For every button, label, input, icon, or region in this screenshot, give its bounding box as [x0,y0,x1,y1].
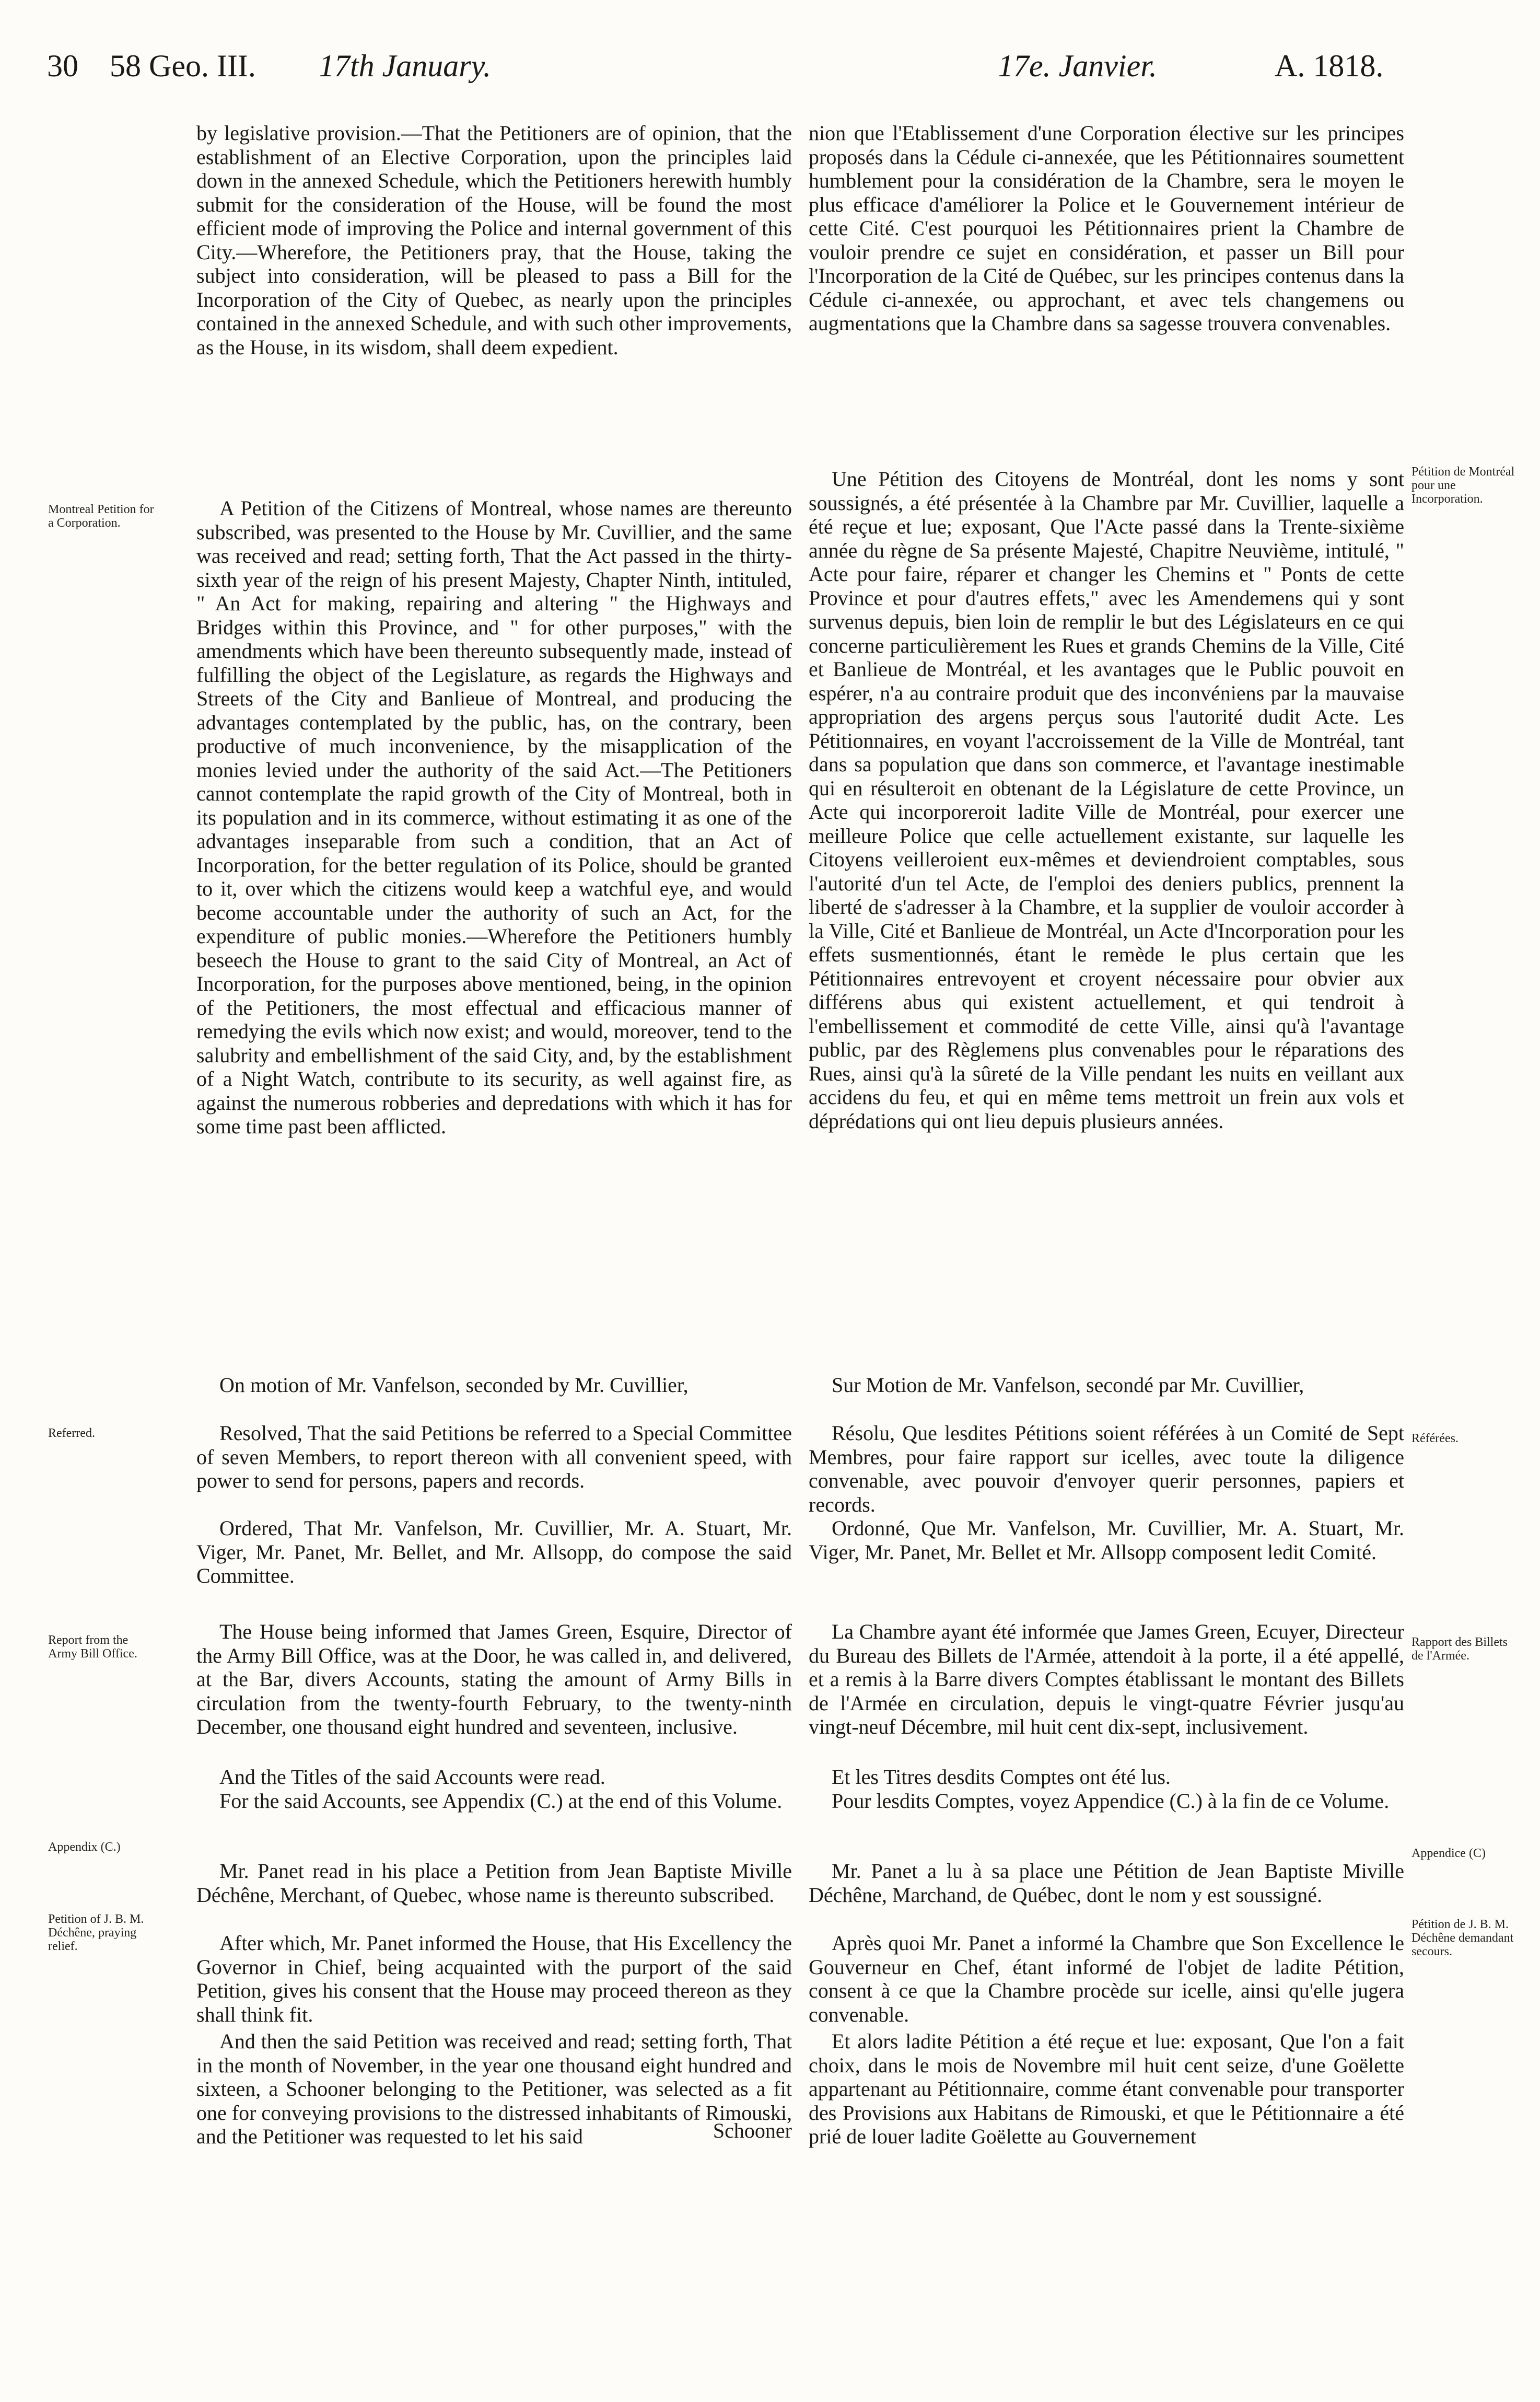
session-title: 58 Geo. III. [110,49,256,83]
paragraph: And then the said Petition was received and read; setting forth, That in the month of November, in the year one thousand eight hundred and sixteen, a Schooner belonging to the Petitioner, was selected as a fit one for conveying provisions to the distressed inhabitants of Rimouski, and the Petitioner was requested to let his said [196,2029,792,2148]
date-english: 17th January. [319,49,491,83]
margin-note-referred: Referred. [48,1426,95,1440]
margin-note-report-fr: Rapport des Billets de l'Armée. [1411,1635,1508,1663]
margin-note-petition-fr: Pétition de J. B. M. Déchêne demandant secours. [1411,1918,1514,1958]
date-french: 17e. Janvier. [998,49,1157,83]
year: A. 1818. [1275,49,1384,83]
paragraph: Ordonné, Que Mr. Vanfelson, Mr. Cuvillier, Mr. A. Stuart, Mr. Viger, Mr. Panet, Mr. Bellet et Mr. Allsopp composent ledit Comité. [809,1516,1404,1564]
paragraph: Résolu, Que lesdites Pétitions soient référées à un Comité de Sept Membres, pour faire rapport sur icelles, avec toute la diligence convenable, avec pouvoir d'envoyer querir personnes, papiers et records. [809,1421,1404,1516]
paragraph: by legislative provision.—That the Petitioners are of opinion, that the establishment of an Elective Corporation, upon the principles laid down in the annexed Schedule, which the Petitioners herewith humbly submit for the consideration of the House, will be found the most efficient mode of improving the Police and internal government of this City.—Wherefore, the Petitioners pray, that the House, taking the subject into consideration, will be pleased to pass a Bill for the Incorporation of the City of Quebec, as nearly upon the principles contained in the annexed Schedule, and with such other improvements, as the House, in its wisdom, shall deem expedient. [196,121,792,359]
paragraph: Mr. Panet a lu à sa place une Pétition de Jean Baptiste Miville Déchêne, Marchand, de Québec, dont le nom y est soussigné. [809,1859,1404,1907]
margin-note-appendix-fr: Appendice (C) [1411,1847,1486,1860]
paragraph: Une Pétition des Citoyens de Montréal, dont les noms y sont soussignés, a été présentée à la Chambre par Mr. Cuvillier, laquelle a été reçue et lue; exposant, Que l'Acte passé dans la Trente-sixième année du règne de Sa présente Majesté, Chapitre Neuvième, intitulé, " Acte pour faire, réparer et changer les Chemins et " Ponts de cette Province et pour d'autres effets," avec les Amendemens qui y sont survenus depuis, bien loin de remplir le but des Législateurs en ce qui concerne particulièrement les Rues et grands Chemins de la Ville, Cité et Banlieue de Montréal, et les avantages que le Public pouvoit en espérer, n'a au contraire produit que des inconvéniens par la mauvaise appropriation des argens perçus sous l'autorité dudit Acte. Les Pétitionnaires, en voyant l'accroissement de la Ville de Montréal, tant dans sa population que dans son commerce, et l'avantage inestimable qui en résulteroit en obtenant de la Législature de cette Province, un Acte qui incorporeroit ladite Ville de Montréal, pour exercer une meilleure Police que celle actuellement existante, sur laquelle les Citoyens veilleroient eux-mêmes et deviendroient comptables, sous l'autorité d'un tel Acte, de l'emploi des deniers publics, prennent la liberté de s'adresser à la Chambre, et la supplier de vouloir accorder à la Ville, Cité et Banlieue de Montréal, un Acte d'Incorporation pour les effets susmentionnés, étant le remède le plus certain que les Pétitionnaires entrevoyent et croyent nécessaire pour obvier aux différens abus qui existent actuellement, et qui tendroit à l'embellissement et commodité de cette Ville, ainsi qu'à l'avantage public, par des Règlemens plus convenables pour le réparations des Rues, ainsi qu'à la sûreté de la Ville pendant les nuits en veillant aux accidens du feu, et qui en même tems mettroit un frein aux vols et déprédations qui ont lieu depuis plusieurs années. [809,467,1404,1133]
margin-note-montreal-fr: Pétition de Montréal pour une Incorporation. [1411,465,1515,506]
paragraph: The House being informed that James Green, Esquire, Director of the Army Bill Office, was at the Door, he was called in, and delivered, at the Bar, divers Accounts, stating the amount of Army Bills in circulation from the twenty-fourth February, to the twenty-ninth December, one thousand eight hundred and seventeen, inclusive. [196,1620,792,1738]
page-number: 30 [47,49,78,83]
paragraph: Mr. Panet read in his place a Petition from Jean Baptiste Miville Déchêne, Merchant, of Quebec, whose name is thereunto subscribed. [196,1859,792,1907]
margin-note-report: Report from the Army Bill Office. [48,1633,137,1661]
catchword: Schooner [713,2119,792,2142]
paragraph: Et les Titres desdits Comptes ont été lus. [832,1765,1171,1789]
paragraph: nion que l'Etablissement d'une Corporation élective sur les principes proposés dans la Cédule ci-annexée, que les Pétitionnaires soumettent humblement pour la considération de la Chambre, sera le moyen le plus efficace d'améliorer la Police et le Gouvernement intérieur de cette Cité. C'est pourquoi les Pétitionnaires prient la Chambre de vouloir prendre ce sujet en considération, et passer un Bill pour l'Incorporation de la Cité de Québec, sur les principes contenus dans la Cédule ci-annexée, ou approchant, et avec tels changemens ou augmentations que la Chambre dans sa sagesse trouvera convenables. [809,121,1404,335]
paragraph: Après quoi Mr. Panet a informé la Chambre que Son Excellence le Gouverneur en Chef, étant informé de l'objet de ladite Pétition, consent à ce que la Chambre procède sur icelle, ainsi qu'elle jugera convenable. [809,1931,1404,2026]
margin-note-montreal: Montreal Petition for a Corporation. [48,503,154,530]
paragraph: Resolved, That the said Petitions be referred to a Special Committee of seven Members, to report thereon with all convenient speed, with power to send for persons, papers and records. [196,1421,792,1492]
paragraph: Ordered, That Mr. Vanfelson, Mr. Cuvillier, Mr. A. Stuart, Mr. Viger, Mr. Panet, Mr. Bellet, and Mr. Allsopp, do compose the said Committee. [196,1516,792,1587]
paragraph: On motion of Mr. Vanfelson, seconded by Mr. Cuvillier, [219,1373,689,1397]
paragraph: La Chambre ayant été informée que James Green, Ecuyer, Directeur du Bureau des Billets de l'Armée, attendoit à la porte, il a été appellé, et a remis à la Barre divers Comptes établissant le montant des Billets de l'Armée en circulation, depuis le vingt-quatre Février jusqu'au vingt-neuf Décembre, mil huit cent dix-sept, inclusivement. [809,1620,1404,1738]
paragraph: For the said Accounts, see Appendix (C.) at the end of this Volume. [219,1789,783,1813]
paragraph: Sur Motion de Mr. Vanfelson, secondé par Mr. Cuvillier, [832,1373,1304,1397]
paragraph: Pour lesdits Comptes, voyez Appendice (C.) à la fin de ce Volume. [832,1789,1390,1813]
margin-note-referred-fr: Référées. [1411,1432,1459,1445]
paragraph: A Petition of the Citizens of Montreal, whose names are thereunto subscribed, was presented to the House by Mr. Cuvillier, and the same was received and read; setting forth, That the Act passed in the thirty-sixth year of the reign of his present Majesty, Chapter Ninth, intituled, " An Act for making, repairing and altering " the Highways and Bridges within this Province, and " for other purposes," with the amendments which have been thereunto subsequently made, instead of fulfilling the object of the Legislature, as regards the Highways and Streets of the City and Banlieue of Montreal, and producing the advantages contemplated by the public, has, on the contrary, been productive of much inconvenience, by the misapplication of the monies levied under the authority of the said Act.—The Petitioners cannot contemplate the rapid growth of the City of Montreal, both in its population and in its commerce, without estimating it as one of the advantages inseparable from such a condition, that an Act of Incorporation, for the better regulation of its Police, should be granted to it, over which the citizens would keep a watchful eye, and would become accountable under the authority of such an Act, for the expenditure of public monies.—Wherefore the Petitioners humbly beseech the House to grant to the said City of Montreal, an Act of Incorporation, for the purposes above mentioned, being, in the opinion of the Petitioners, the most effectual and efficacious manner of remedying the evils which now exist; and would, moreover, tend to the salubrity and embellishment of the said City, and, by the establishment of a Night Watch, contribute to its security, as well against fire, as against the numerous robberies and depredations with which it has for some time past been afflicted. [196,496,792,1138]
paragraph: Et alors ladite Pétition a été reçue et lue: exposant, Que l'on a fait choix, dans le mois de Novembre mil huit cent seize, d'une Goëlette appartenant au Pétitionnaire, comme étant convenable pour transporter des Provisions aux Habitans de Rimouski, et que le Pétitionnaire a été prié de louer ladite Goëlette au Gouvernement [809,2029,1404,2148]
page-header [47,48,1395,106]
paragraph: And the Titles of the said Accounts were read. [219,1765,605,1789]
margin-note-petition: Petition of J. B. M. Déchêne, praying relief. [48,1912,144,1953]
paragraph: After which, Mr. Panet informed the House, that His Excellency the Governor in Chief, being acquainted with the purport of the said Petition, gives his consent that the House may proceed thereon as they shall think fit. [196,1931,792,2026]
margin-note-appendix: Appendix (C.) [48,1840,121,1854]
